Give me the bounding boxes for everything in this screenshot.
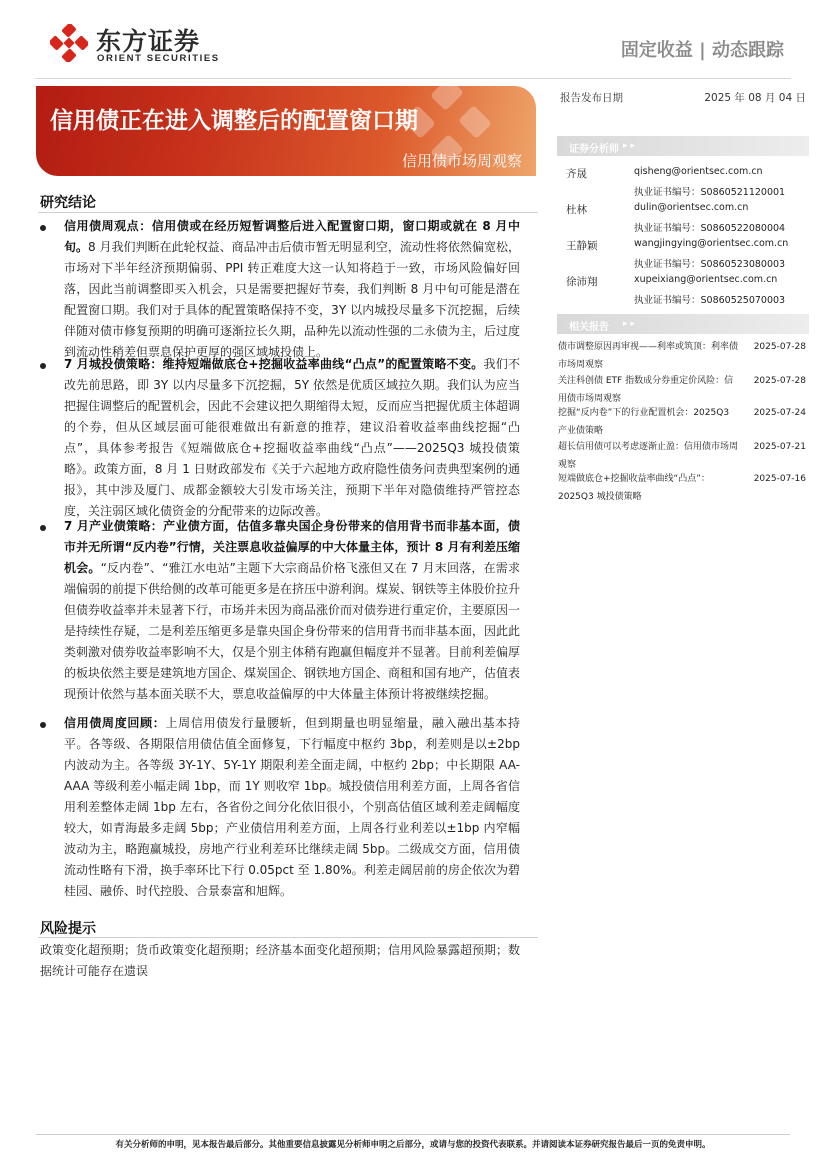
publish-date: 2025 年 08 月 04 日 bbox=[704, 92, 806, 104]
risk-heading: 风险提示 bbox=[40, 921, 96, 937]
conclusion-heading: 研究结论 bbox=[40, 195, 96, 211]
analysts-header bbox=[557, 136, 809, 156]
point-weekly-review bbox=[64, 713, 520, 902]
conclusion-divider bbox=[38, 212, 538, 213]
related-report-date: 2025-07-28 bbox=[753, 342, 806, 352]
point-body: “反内卷”、“雅江水电站”主题下大宗商品价格飞涨但又在 7 月末回落，在需求端偏弱的前提下供给侧的改革可能更多是在挤压中游利润。煤炭、钢铁等主体股价拉升但债券收益率并未显著下行，市场并未因为商品涨价而对债券进行重定价，主要原因一是持续性存疑，二是利差压缩更多是靠央国企身份带来的信用背书而非基本面，因此此类刺激对债券收益率影响不大，仅是个别主体稍有跑赢但幅度并不显著。目前利差偏厚的板块依然主要是建筑地方国企、煤炭国企、钢铁地方国企、商租和国有地产，估值表现预计依然与基本面关联不大，票息收益偏厚的中大体量主体预计将被继续挖掘。 bbox=[64, 561, 521, 701]
point-heading: 7 月城投债策略：维持短端做底仓+挖掘收益率曲线“凸点”的配置策略不变。 bbox=[64, 357, 484, 371]
point-body: 上周信用债发行量腰斩，但到期量也明显缩量，融入融出基本持平。各等级、各期限信用债估值全面修复，下行幅度中枢约 3bp，利差则是以±2bp 内波动为主。各等级 3Y-1Y、5Y-1Y 期限利差全面走阔，中枢约 2bp；中长期限 AA-AAA 等级利差小幅走阔 1bp，而 1Y 则收窄 1bp。城投债信用利差方面，上周各省信用利差整体走阔 1bp 左右，各省份之间分化依旧很小，个别高估值区域利差走阔幅度较大，如青海最多走阔 5bp；产业债信用利差方面，上周各行业利差以±1bp 内窄幅波动为主，略跑赢城投，房地产行业利差环比继续走阔 5bp。二级成交方面，信用债流动性略有下滑，换手率环比下行 0.05pct 至 1.80%。利差走阔居前的房企依次为碧桂园、融侨、时代控股、合景泰富和旭辉。 bbox=[64, 716, 520, 898]
analyst-cert: 执业证书编号：S0860522080004 bbox=[634, 223, 786, 234]
related-report-title[interactable]: 超长信用债可以考虑逐渐止盈：信用债市场周观察 bbox=[558, 442, 739, 470]
analyst-email[interactable]: xupeixiang@orientsec.com.cn bbox=[634, 274, 778, 285]
header-divider bbox=[35, 78, 791, 79]
analyst-cert: 执业证书编号：S0860525070003 bbox=[634, 295, 786, 306]
related-reports-header bbox=[557, 314, 809, 334]
report-title: 信用债正在进入调整后的配置窗口期 bbox=[50, 108, 418, 134]
point-heading: 信用债周观点：信用债或在经历短暂调整后进入配置窗口期，窗口期或就在 8 月中旬。 bbox=[64, 219, 520, 254]
bullet-icon bbox=[40, 225, 46, 231]
disclaimer-footer: 有关分析师的申明，见本报告最后部分。其他重要信息披露见分析师申明之后部分，或请与您的投资代表联系。并请阅读本证券研究报告最后一页的免责申明。 bbox=[115, 1140, 711, 1150]
analyst-name: 齐晟 bbox=[566, 168, 587, 180]
title-banner bbox=[36, 86, 536, 176]
header-dots-icon: ▸ ▸ bbox=[623, 319, 635, 329]
related-report-title[interactable]: 关注科创债 ETF 指数成分券重定价风险：信用债市场周观察 bbox=[558, 376, 734, 404]
logo-mark-icon bbox=[50, 24, 88, 62]
analyst-email[interactable]: qisheng@orientsec.com.cn bbox=[634, 166, 763, 177]
related-report-date: 2025-07-28 bbox=[753, 376, 806, 386]
related-report-date: 2025-07-21 bbox=[753, 442, 806, 452]
point-body: 8 月我们判断在此轮权益、商品冲击后债市暂无明显利空，流动性将依然偏宽松，市场对下半年经济预期偏弱、PPI 转正难度大这一认知将趋于一致，市场风险偏好回落，因此当前调整即买入机会，只是需要把握好节奏，我们判断 8 月中旬可能是潜在配置窗口期。我们对于具体的配置策略保持不变，3Y 以内城投尽量多下沉挖掘，后续伴随对债市修复预期的明确可逐渐拉长久期，品种先以流动性强的二永债为主，后过度到流动性稍差但票息保护更厚的强区域城投债上。 bbox=[64, 240, 521, 359]
logo-chinese-name: 东方证券 bbox=[96, 27, 201, 56]
related-report-date: 2025-07-24 bbox=[753, 408, 806, 418]
analyst-cert: 执业证书编号：S0860523080003 bbox=[634, 259, 786, 270]
related-report-title[interactable]: 挖掘“反内卷”下的行业配置机会：2025Q3 产业债策略 bbox=[558, 408, 730, 436]
analyst-name: 王静颖 bbox=[566, 240, 598, 252]
related-report-date: 2025-07-16 bbox=[753, 474, 806, 484]
point-weekly-view bbox=[64, 216, 520, 363]
analyst-cert: 执业证书编号：S0860521120001 bbox=[634, 187, 786, 198]
footer-divider bbox=[36, 1134, 790, 1135]
analysts-header-label: 证券分析师 bbox=[569, 144, 619, 155]
bullet-icon bbox=[40, 525, 46, 531]
header-dots-icon: ▸ ▸ bbox=[623, 141, 635, 151]
analyst-email[interactable]: dulin@orientsec.com.cn bbox=[634, 202, 749, 213]
report-category: 固定收益 | 动态跟踪 bbox=[620, 40, 784, 61]
related-report-title[interactable]: 短端做底仓+挖掘收益率曲线“凸点”：2025Q3 城投债策略 bbox=[558, 474, 710, 502]
report-series: 信用债市场周观察 bbox=[401, 152, 522, 170]
point-body: 我们不改先前思路，即 3Y 以内尽量多下沉挖掘，5Y 依然是优质区域拉久期。我们认为应当把握住调整后的配置机会，因此不会建议把久期缩得太短，反而应当把握优质主体超调的个券，但从区域层面可能很难做出有新意的推荐，建议沿着收益率曲线挖掘“凸点”，具体参考报告《短端做底仓+挖掘收益率曲线“凸点”——2025Q3 城投债策略》。政策方面，8 月 1 日财政部发布《关于六起地方政府隐性债务问责典型案例的通报》，其中涉及厦门、成都金额较大引发市场关注，预期下半年对隐债维持严管控态度，关注弱区域化债资金的分配带来的边际改善。 bbox=[64, 357, 521, 518]
related-reports-header-label: 相关报告 bbox=[569, 322, 609, 333]
point-heading: 7 月产业债策略：产业债方面，估值多靠央国企身份带来的信用背书而非基本面，债市并无所谓“反内卷”行情，关注票息收益偏厚的中大体量主体，预计 8 月有利差压缩机会。 bbox=[64, 519, 520, 575]
risk-text: 政策变化超预期；货币政策变化超预期；经济基本面变化超预期；信用风险暴露超预期；数据统计可能存在遗误 bbox=[40, 943, 521, 978]
logo-english-name: ORIENT SECURITIES bbox=[97, 53, 220, 64]
point-heading: 信用债周度回顾： bbox=[64, 716, 166, 730]
bullet-icon bbox=[40, 363, 46, 369]
related-report-title[interactable]: 债市调整原因再审视——利率或筑顶：利率债市场周观察 bbox=[558, 342, 739, 370]
orient-securities-logo bbox=[50, 20, 240, 70]
point-chengtou-strategy bbox=[64, 354, 520, 522]
analyst-name: 杜林 bbox=[566, 204, 587, 216]
bullet-icon bbox=[40, 722, 46, 728]
analyst-email[interactable]: wangjingying@orientsec.com.cn bbox=[634, 238, 789, 249]
risk-divider bbox=[38, 937, 538, 938]
point-industrial-strategy bbox=[64, 516, 520, 705]
publish-date-label: 报告发布日期 bbox=[560, 92, 623, 104]
analyst-name: 徐沛翔 bbox=[566, 276, 598, 288]
